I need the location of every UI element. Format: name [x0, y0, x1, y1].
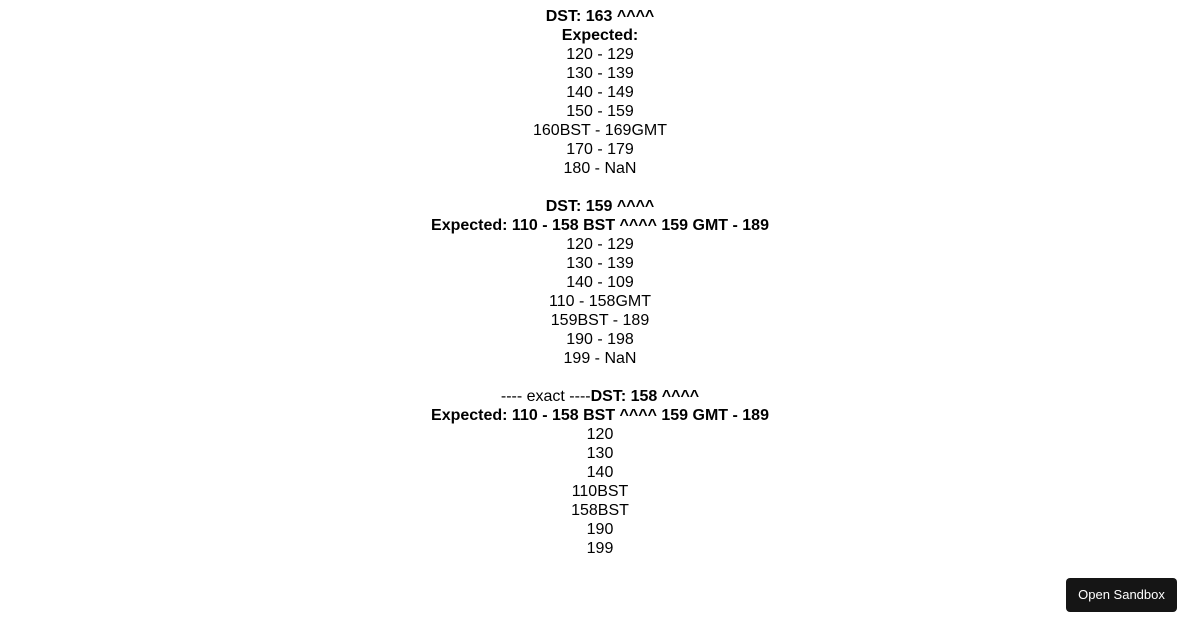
section-3-row: 190 — [586, 521, 614, 538]
content-area — [0, 7, 1200, 558]
section-2-row: 120 - 129 — [566, 236, 634, 253]
section-1-row: 170 - 179 — [566, 141, 634, 158]
section-spacer — [0, 368, 1200, 387]
section-3-expected: Expected: 110 - 158 BST ^^^^ 159 GMT - 189 — [431, 407, 769, 424]
section-1-row: 120 - 129 — [566, 46, 634, 63]
section-1-row: 180 - NaN — [563, 160, 637, 177]
section-1-row: 140 - 149 — [566, 84, 634, 101]
section-3-heading-line — [0, 387, 1200, 406]
section-3-row: 158BST — [571, 502, 629, 519]
section-2-row: 199 - NaN — [563, 350, 637, 367]
section-2-row: 140 - 109 — [566, 274, 634, 291]
section-2-row: 159BST - 189 — [550, 312, 650, 329]
section-3-prefix: ---- exact ---- — [500, 388, 591, 405]
section-3-row: 130 — [586, 445, 614, 462]
section-3-row: 120 — [586, 426, 614, 443]
section-2-expected: Expected: 110 - 158 BST ^^^^ 159 GMT - 189 — [431, 217, 769, 234]
section-3-row: 140 — [586, 464, 614, 481]
section-spacer — [0, 178, 1200, 197]
section-2-row: 190 - 198 — [566, 331, 634, 348]
section-1-row: 150 - 159 — [566, 103, 634, 120]
section-1-row: 130 - 139 — [566, 65, 634, 82]
section-1-heading: DST: 163 ^^^^ — [545, 8, 655, 25]
open-sandbox-button[interactable]: Open Sandbox — [1066, 578, 1177, 612]
section-2-row: 130 - 139 — [566, 255, 634, 272]
section-1-row: 160BST - 169GMT — [533, 122, 667, 139]
section-2-heading: DST: 159 ^^^^ — [545, 198, 655, 215]
section-3-row: 110BST — [571, 483, 629, 500]
section-2-row: 110 - 158GMT — [549, 293, 651, 310]
section-3-heading: DST: 158 ^^^^ — [590, 388, 700, 405]
section-3-row: 199 — [586, 540, 614, 557]
section-1-expected: Expected: — [561, 27, 639, 44]
